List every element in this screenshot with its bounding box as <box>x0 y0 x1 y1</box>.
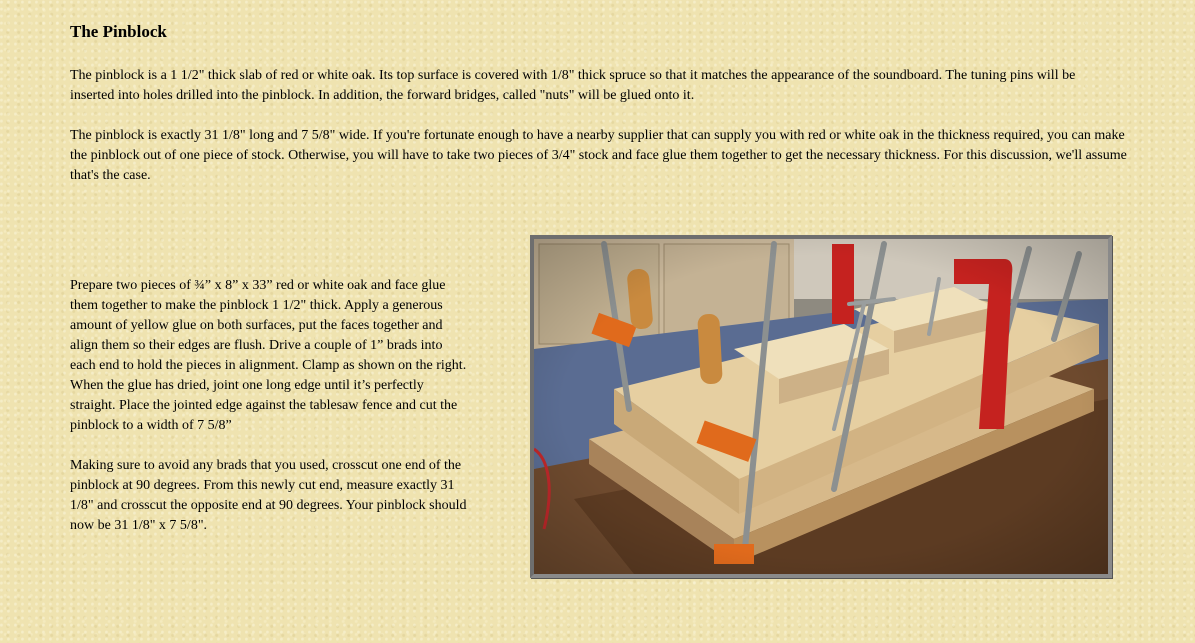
clamped-pinblock-illustration <box>534 239 1108 574</box>
intro-paragraph: The pinblock is a 1 1/2" thick slab of red or white oak. Its top surface is covered with 1/8" thick spruce so that it matches the appearance of the soundboard. The tuning pins will be inserted into holes drilled into the pinblock. In addition, the forward bridges, called "nuts" will be glued onto it. <box>70 68 1076 103</box>
clamped-pinblock-photo <box>530 235 1112 578</box>
prepare-paragraph: Prepare two pieces of ¾” x 8” x 33” red or white oak and face glue them together to make the pinblock 1 1/2" thick. Apply a generous amount of yellow glue on both surfaces, put the faces together and align them so their edges are flush. Drive a couple of 1” brads into each end to hold the pieces in alignment. Clamp as shown on the right. When the glue has dried, joint one long edge until it’s perfectly straight. Place the jointed edge against the tablesaw fence and cut the pinblock to a width of 7 5/8” <box>70 278 467 433</box>
crosscut-paragraph: Making sure to avoid any brads that you used, crosscut one end of the pinblock at 90 degrees. From this newly cut end, measure exactly 31 1/8" and crosscut the opposite end at 90 degrees. Your pinblock should now be 31 1/8" x 7 5/8". <box>70 458 467 533</box>
page-title: The Pinblock <box>70 22 167 41</box>
dimensions-paragraph: The pinblock is exactly 31 1/8" long and 7 5/8" wide. If you're fortunate enough to have a nearby supplier that can supply you with red or white oak in the thickness required, you can make the pinblock out of one piece of stock. Otherwise, you will have to take two pieces of 3/4" stock and face glue them together to get the necessary thickness. For this discussion, we'll assume that's the case. <box>70 128 1127 183</box>
